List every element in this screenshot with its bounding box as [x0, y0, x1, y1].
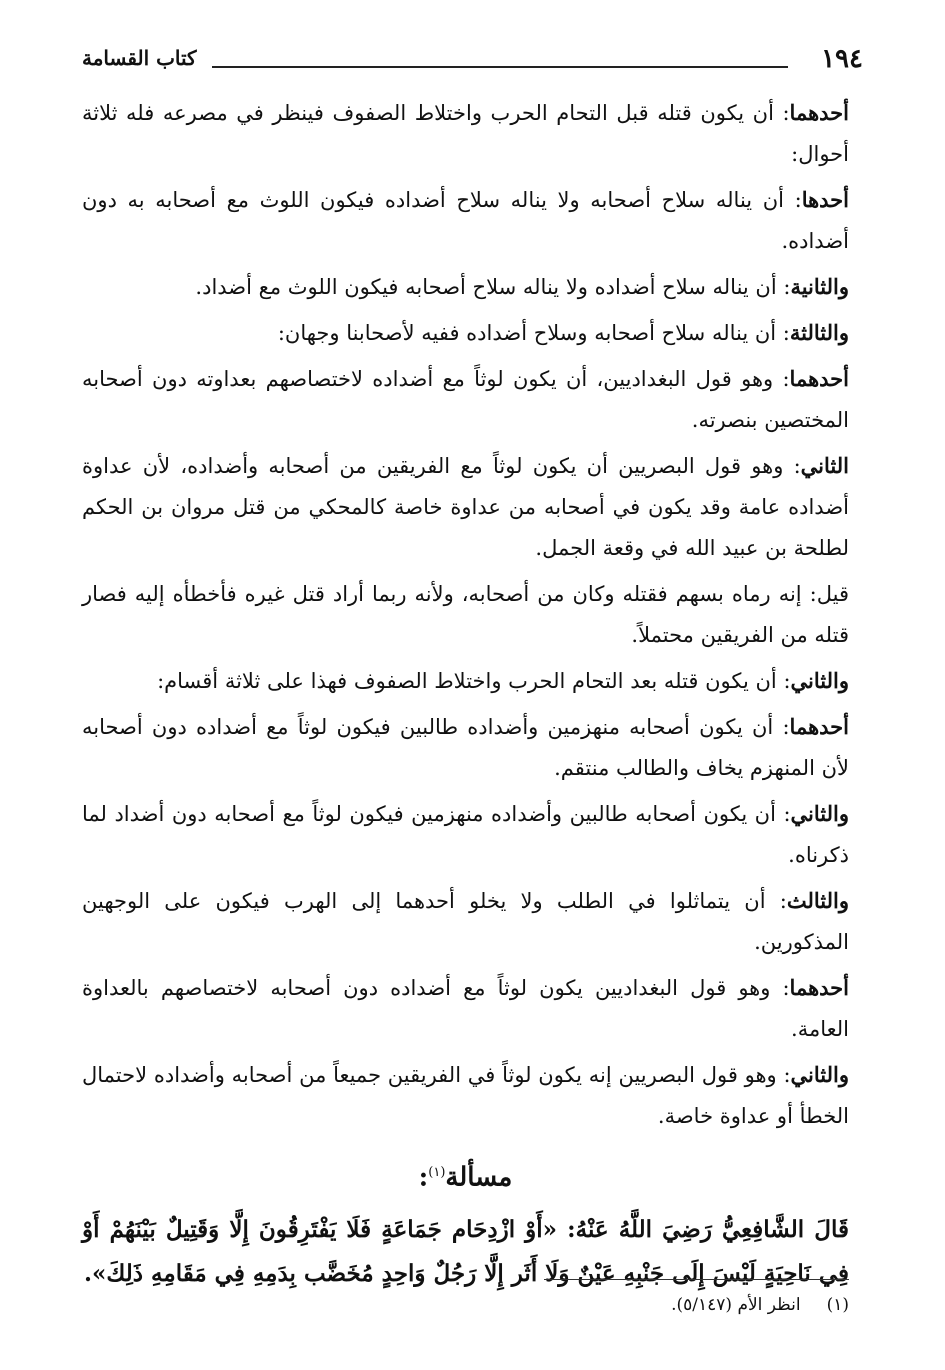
paragraph-text: : أن يكون أصحابه منهزمين وأضداده طالبين فيكون لوثاً مع أضداده دون أصحابه لأن المنهزم يخاف والطالب منتقم. [82, 715, 849, 780]
paragraph-lead: والثالثة [789, 320, 849, 345]
footnote-rule [544, 1279, 849, 1280]
paragraph-text: : أن يكون أصحابه طالبين وأضداده منهزمين فيكون لوثاً مع أصحابه دون أضداد لما ذكرناه. [82, 802, 849, 867]
paragraph-text: : أن يتماثلوا في الطلب ولا يخلو أحدهما إلى الهرب فيكون على الوجهين المذكورين. [82, 889, 849, 954]
paragraph [82, 1054, 849, 1137]
paragraph [82, 92, 849, 175]
paragraph-lead: الثاني [800, 453, 849, 478]
page-number: ١٩٤ [821, 44, 863, 74]
section-heading-text: مسألة [445, 1162, 513, 1193]
paragraph [82, 793, 849, 876]
paragraph-text: : أن يناله سلاح أصحابه وسلاح أضداده ففيه لأصحابنا وجهان: [277, 321, 790, 345]
section-heading [82, 1151, 849, 1200]
paragraph-text: قيل: إنه رماه بسهم فقتله وكان من أصحابه، ولأنه ربما أراد قتل غيره فأخطأه إليه فصار قتله من الفريقين محتملاً. [82, 582, 849, 647]
paragraph-text: : وهو قول البغداديين، أن يكون لوثاً مع أضداده لاختصاصهم بعداوته دون أصحابه المختصين بنصرته. [82, 367, 849, 432]
paragraph [82, 967, 849, 1050]
paragraph-lead: والثاني [790, 1062, 849, 1087]
paragraph [82, 706, 849, 789]
paragraph-text: : وهو قول البغداديين يكون لوثاً مع أضداده دون أصحابه لاختصاصهم بالعداوة العامة. [82, 976, 849, 1041]
running-title: كتاب القسامة [82, 46, 197, 70]
paragraph-text: : وهو قول البصريين إنه يكون لوثاً في الفريقين جميعاً من أصحابه وأضداده لاحتمال الخطأ أو عداوة خاصة. [82, 1063, 849, 1128]
paragraph-lead: والثاني [790, 668, 849, 693]
paragraph-lead: أحدهما [789, 714, 849, 739]
footnote-number: (١) [826, 1295, 849, 1315]
paragraph [82, 573, 849, 656]
body-text [82, 92, 849, 1296]
paragraph [82, 266, 849, 308]
footnote-text: انظر الأم (٥/١٤٧). [671, 1295, 801, 1315]
imam-quote: قَالَ الشَّافِعِيُّ رَضِيَ اللَّهُ عَنْهُ: «أَوْ ازْدِحَام جَمَاعَةٍ فَلَا يَفْتَرِقُونَ إِلَّا وَقَتِيلٌ بَيْنَهُمْ أَوْ فِي نَاحِيَةٍ لَيْسَ إِلَى جَنْبِهِ عَيْنٌ وَلَا أَثَر إِلَّا رَجُلٌ وَاحِدٍ مُخَضَّب بِدَمِهِ فِي مَقَامِهِ ذَلِكَ». [82, 1215, 849, 1287]
paragraph-lead: والثالث [786, 888, 849, 913]
paragraph [82, 358, 849, 441]
paragraph-lead: أحدهما [789, 366, 849, 391]
paragraph-text: : أن يكون قتله بعد التحام الحرب واختلاط الصفوف فهذا على ثلاثة أقسام: [157, 669, 791, 693]
paragraph-text: : أن يناله سلاح أضداده ولا يناله سلاح أصحابه فيكون اللوث مع أضداد. [195, 275, 791, 299]
paragraph [82, 880, 849, 963]
paragraph [82, 312, 849, 354]
paragraph-lead: والثاني [790, 801, 849, 826]
paragraph-text: : وهو قول البصريين أن يكون لوثاً مع الفريقين من أصحابه وأضداده، لأن عداوة أضداده عامة وقد يكون في أصحابه من عداوة خاصة كالمحكي من قتل مروان بن الحكم لطلحة بن عبيد الله في وقعة الجمل. [82, 454, 849, 560]
header-rule [212, 66, 788, 68]
paragraph-text: : أن يكون قتله قبل التحام الحرب واختلاط الصفوف فينظر في مصرعه فله ثلاثة أحوال: [82, 101, 849, 166]
section-heading-suffix: : [418, 1162, 429, 1193]
paragraph-lead: أحدهما [789, 100, 849, 125]
paragraph-lead: والثانية [790, 274, 849, 299]
paragraph [82, 660, 849, 702]
paragraph [82, 179, 849, 262]
footnote-ref[interactable]: (١) [428, 1165, 446, 1180]
paragraph [82, 445, 849, 569]
paragraph-lead: أحدهما [789, 975, 849, 1000]
footnote [500, 1290, 849, 1320]
page-header [82, 40, 863, 80]
paragraph-text: : أن يناله سلاح أصحابه ولا يناله سلاح أضداده فيكون اللوث مع أصحابه به دون أضداده. [82, 188, 849, 253]
paragraph-lead: أحدها [801, 187, 849, 212]
